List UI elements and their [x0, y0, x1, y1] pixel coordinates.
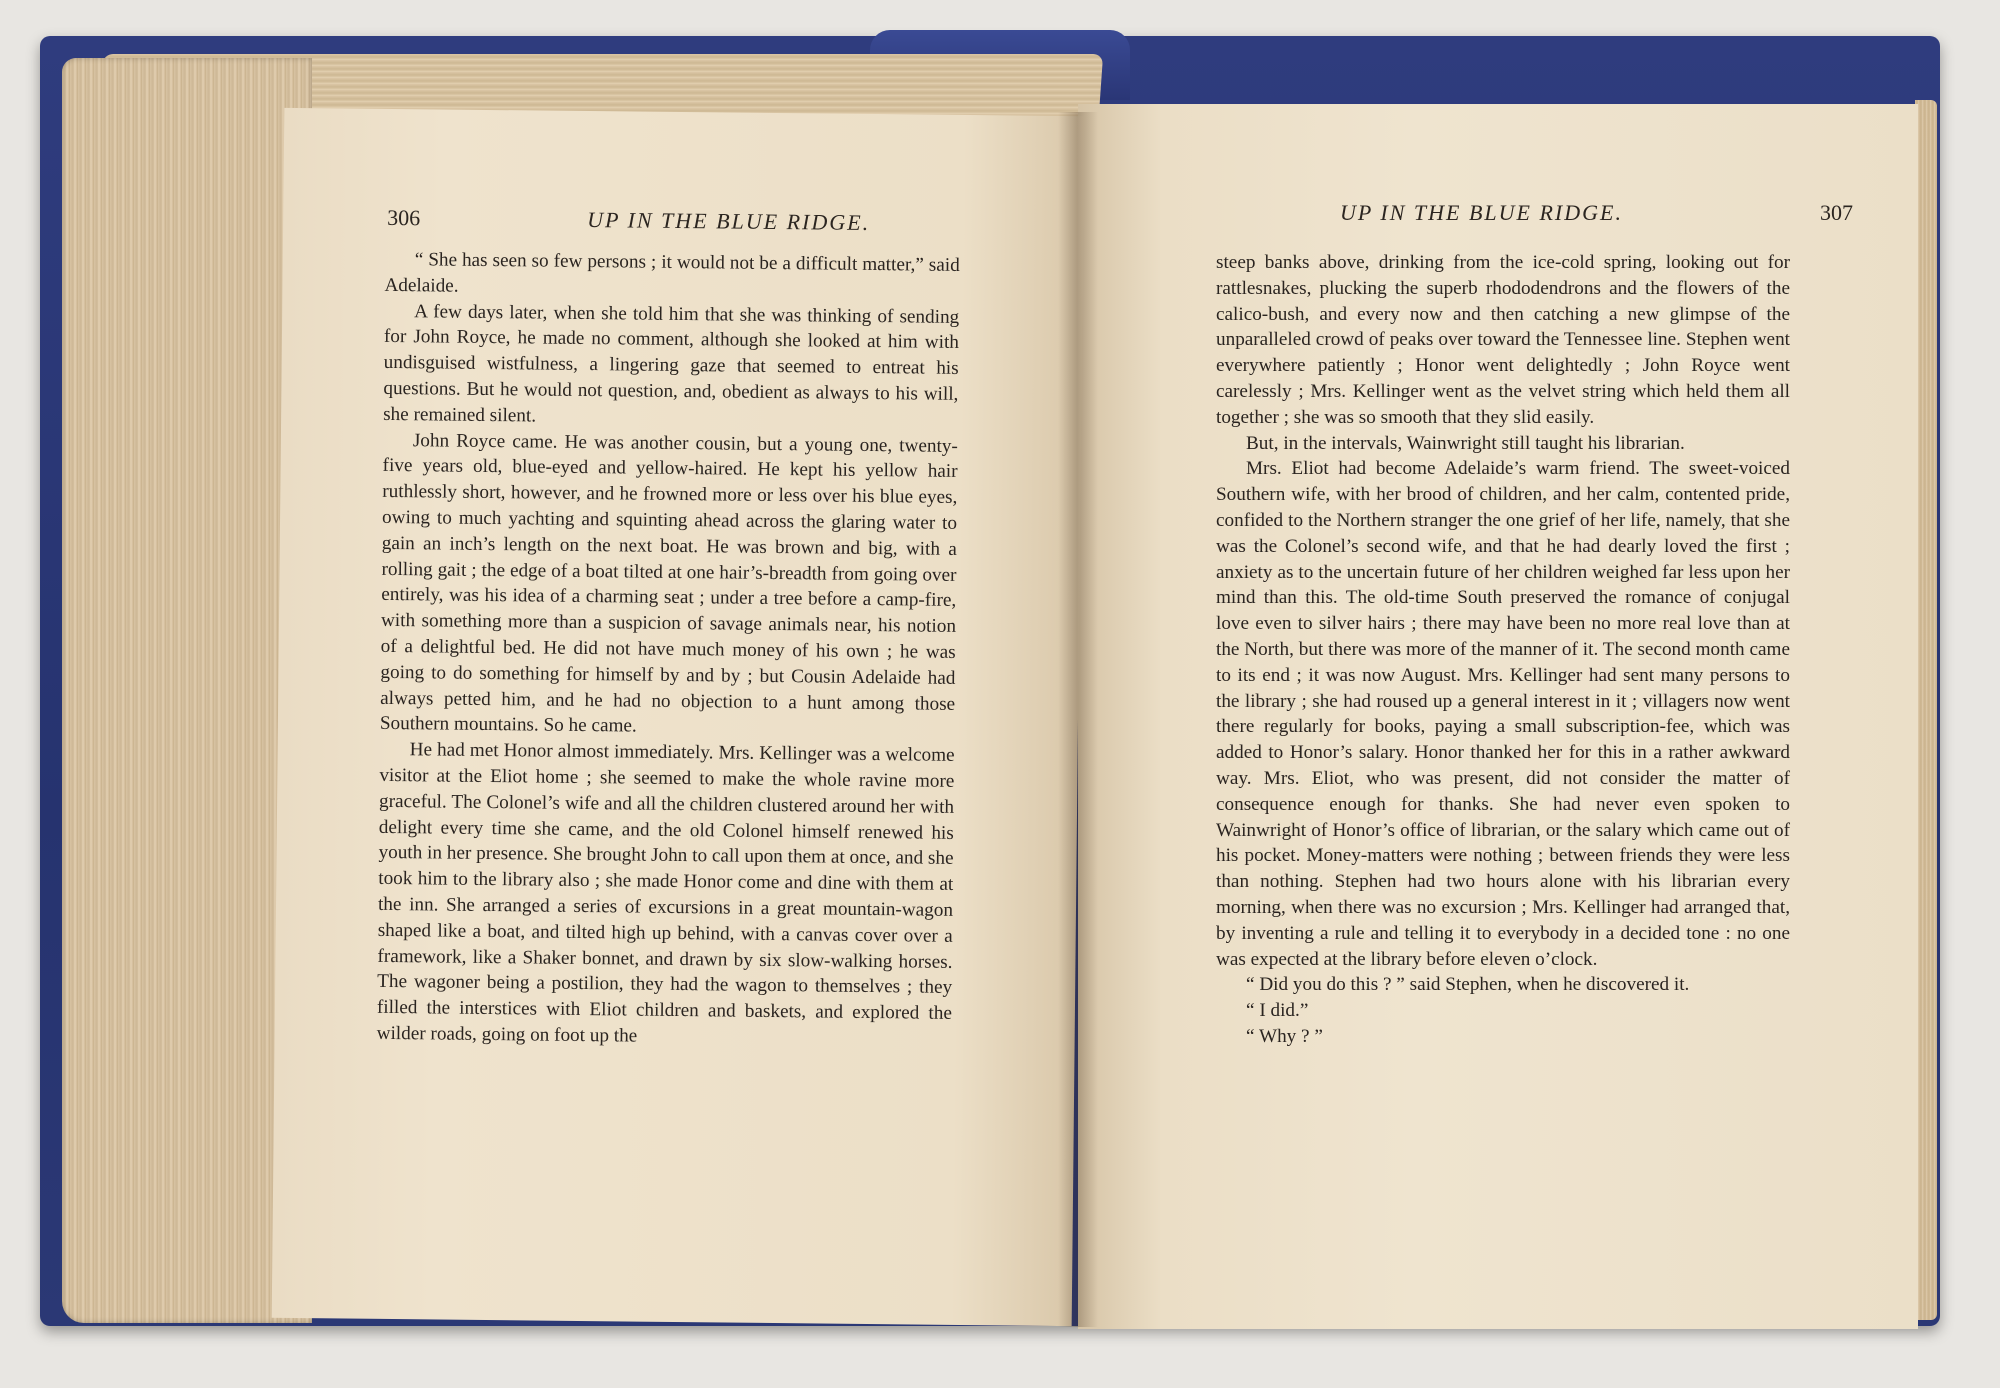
- right-paragraph-6: “ Why ? ”: [1246, 1025, 1323, 1047]
- open-book: [40, 30, 1945, 1350]
- left-page: [272, 108, 1085, 1326]
- right-paragraph-1: steep banks above, drinking from the ice-cold spring, looking out for rattlesnakes, plucking the superb rhododendrons and the flowers of the calico-bush, and every now and then catching a new glimpse of the unparalleled crowd of peaks over toward the Tennessee line. Stephen went everywhere patiently ; Honor went delightedly ; John Royce went carelessly ; Mrs. Kellinger went as the velvet string which held them all together ; she was so smooth that they slid easily.: [1216, 252, 1790, 428]
- right-paragraph-3: Mrs. Eliot had become Adelaide’s warm friend. The sweet-voiced Southern wife, with her brood of children, and her calm, contented pride, confided to the Northern stranger the one grief of her life, namely, that she was the Colonel’s second wife, and that he had dearly loved the first ; anxiety as to the uncertain future of her children weighed far less upon her mind than this. The old-time South preserved the romance of conjugal love even to silver hairs ; there may have been no more real love than at the North, but there was more of the manner of it. The second month came to its end ; it was now August. Mrs. Kellinger had sent many persons to the library ; she had roused up a general interest in it ; villagers now went there regularly for books, paying a small subscription-fee, which was added to Honor’s salary. Honor thanked her for this in a rather awkward way. Mrs. Eliot, who was present, did not consider the matter of consequence enough for thanks. She had never even spoken to Wainwright of Honor’s office of librarian, or the salary which came out of his pocket. Money-matters were nothing ; between friends they were less than nothing. Stephen had two hours alone with his librarian every morning, when there was no excursion ; Mrs. Kellinger had arranged that, by inventing a rule and telling it to everybody in a decided tone : no one was expected at the library before eleven o’clock.: [1216, 458, 1790, 970]
- left-page-text: [377, 247, 960, 1053]
- left-running-head: [283, 204, 1083, 252]
- left-paragraph-4: He had met Honor almost immediately. Mrs. Kellinger was a welcome visitor at the Eliot home ; she seemed to make the whole ravine more graceful. The Colonel’s wife and all the children clustered around her with delight every time she came, and the old Colonel himself renewed his youth in her presence. She brought John to call upon them at once, and she took him to the library also ; she made Honor come and dine with them at the inn. She arranged a series of excursions in a great mountain-wagon shaped like a boat, and tilted high up behind, with a canvas cover over a framework, like a Shaker bonnet, and drawn by six slow-walking horses. The wagoner being a postilion, they had the wagon to themselves ; they filled the interstices with Eliot children and baskets, and explored the wilder roads, going on foot up the: [376, 739, 955, 1047]
- book-gutter: [1058, 112, 1098, 1327]
- right-paragraph-5: “ I did.”: [1246, 1000, 1309, 1022]
- right-running-head: [1078, 200, 1918, 240]
- right-paragraph-2: But, in the intervals, Wainwright still taught his librarian.: [1246, 432, 1685, 454]
- page-block-right-edge: [1915, 100, 1937, 1320]
- left-running-title: UP IN THE BLUE RIDGE.: [587, 207, 871, 235]
- right-page: [1078, 104, 1918, 1329]
- right-page-number: 307: [1820, 200, 1853, 225]
- right-page-text: [1216, 250, 1790, 1050]
- left-page-number: 306: [387, 204, 421, 231]
- left-paragraph-2: A few days later, when she told him that she was thinking of sending for John Royce, he made no comment, although she looked at him with undisguised wistfulness, a lingering gaze that seemed to entreat his questions. But he would not question, and, obedient as always to his will, she remained silent.: [383, 300, 960, 427]
- right-running-title: UP IN THE BLUE RIDGE.: [1340, 200, 1623, 225]
- left-paragraph-1: “ She has seen so few persons ; it would not be a difficult matter,” said Adelaide.: [384, 249, 960, 297]
- left-paragraph-3: John Royce came. He was another cousin, but a young one, twenty-five years old, blue-eyed and yellow-haired. He kept his yellow hair ruthlessly short, however, and he frowned more or less over his blue eyes, owing to much yachting and squinting ahead across the glaring water to gain an inch’s length on the next boat. He was brown and big, with a rolling gait ; the edge of a boat tilted at one hair’s-breadth from going over entirely, was his idea of a charming seat ; under a tree before a camp-fire, with something more than a suspicion of savage animals near, his notion of a delightful bed. He did not have much money of his own ; he was going to do something for himself by and by ; but Cousin Adelaide had always petted him, and he had no objection to a hunt among those Southern mountains. So he came.: [379, 429, 958, 737]
- right-paragraph-4: “ Did you do this ? ” said Stephen, when he discovered it.: [1246, 974, 1690, 996]
